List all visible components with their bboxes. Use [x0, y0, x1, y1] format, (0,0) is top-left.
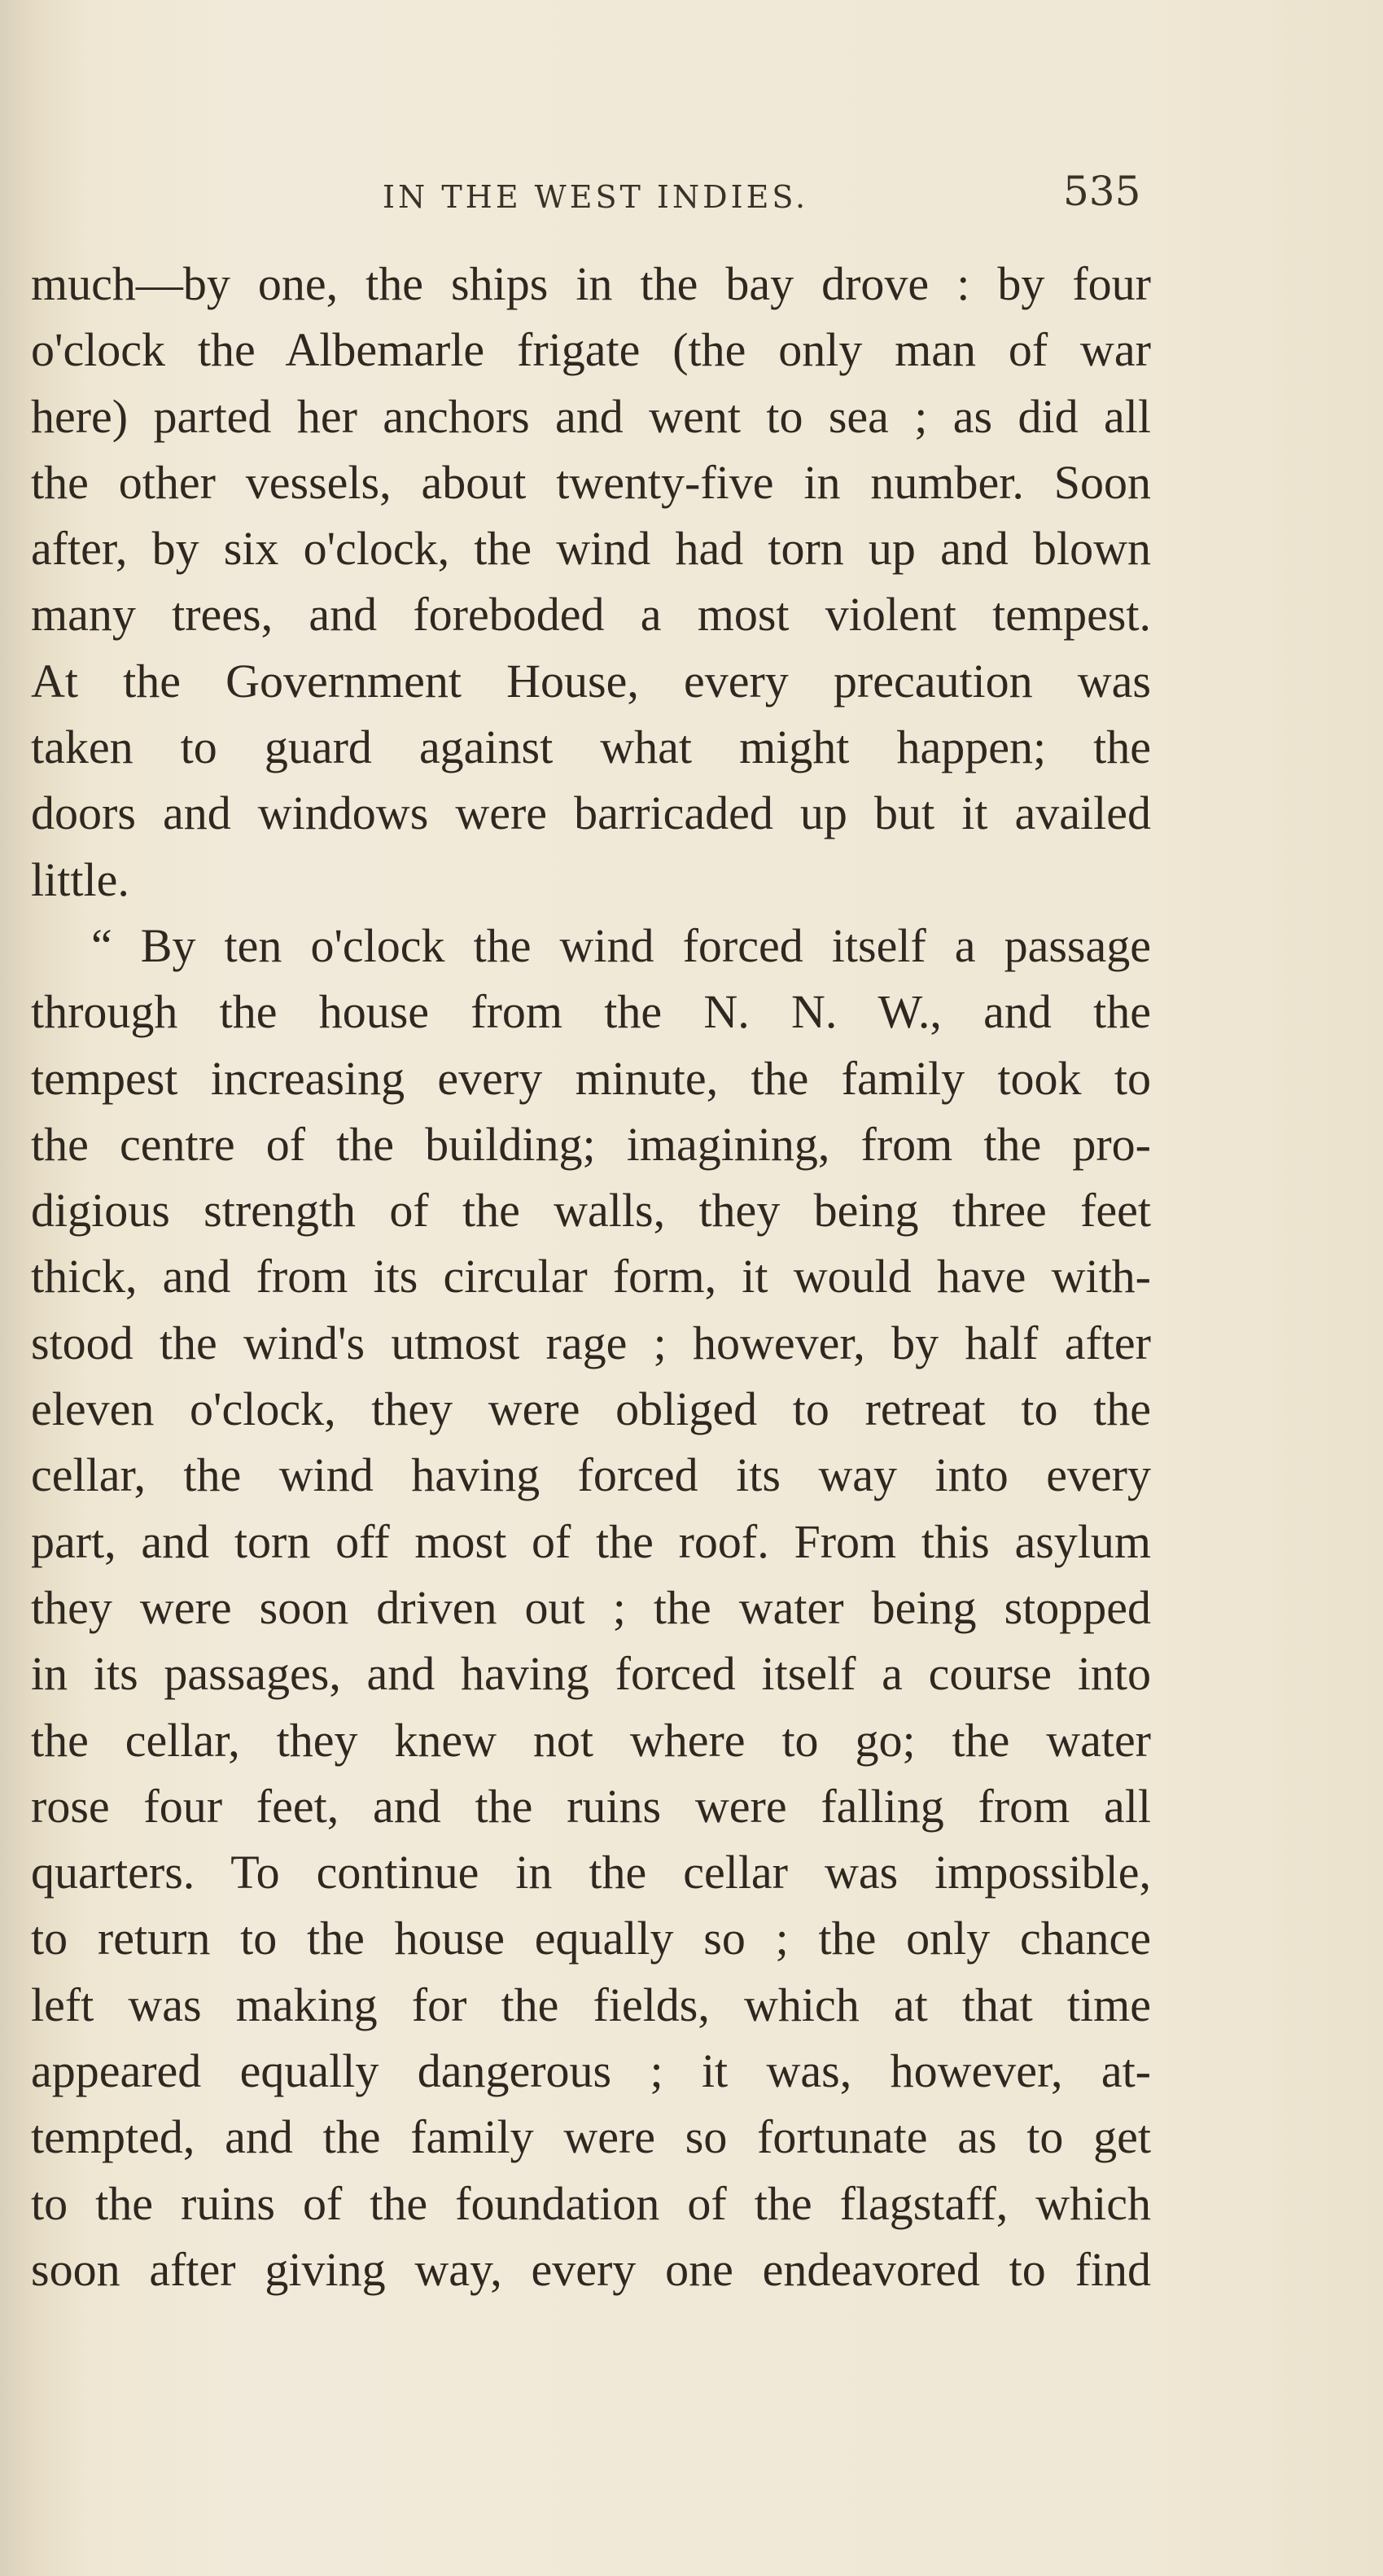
- text-line: to return to the house equally so ; the only chance: [31, 1912, 1151, 1965]
- running-head: IN THE WEST INDIES.: [383, 179, 809, 215]
- text-line: doors and windows were barricaded up but it availed: [31, 786, 1151, 840]
- text-line: here) parted her anchors and went to sea ; as did all: [31, 389, 1151, 443]
- text-line: At the Government House, every precaution was: [31, 654, 1151, 708]
- text-line: after, by six o'clock, the wind had torn up and blown: [31, 522, 1151, 576]
- text-line: they were soon driven out ; the water being stopped: [31, 1580, 1151, 1634]
- page-header: [0, 161, 1383, 226]
- text-line: rose four feet, and the ruins were falling from all: [31, 1779, 1151, 1833]
- page-number: 535: [1063, 168, 1141, 215]
- text-line: the other vessels, about twenty-five in number. Soon: [31, 455, 1151, 509]
- text-line: the cellar, they knew not where to go; the water: [31, 1713, 1151, 1767]
- text-line: the centre of the building; imagining, from the pro-: [31, 1117, 1151, 1171]
- text-line: in its passages, and having forced itself a course into: [31, 1647, 1151, 1701]
- text-line: digious strength of the walls, they being three feet: [31, 1184, 1151, 1238]
- text-line: little.: [31, 852, 129, 906]
- text-line: “ By ten o'clock the wind forced itself a passage: [91, 918, 1151, 972]
- text-line: part, and torn off most of the roof. From this asylum: [31, 1514, 1151, 1568]
- text-line: through the house from the N. N. W., and the: [31, 985, 1151, 1039]
- text-line: tempest increasing every minute, the family took to: [31, 1051, 1151, 1105]
- text-line: appeared equally dangerous ; it was, however, at-: [31, 2044, 1151, 2098]
- text-line: much—by one, the ships in the bay drove : by four: [31, 257, 1151, 310]
- text-line: o'clock the Albemarle frigate (the only man of war: [31, 323, 1151, 377]
- text-line: quarters. To continue in the cellar was impossible,: [31, 1846, 1151, 1899]
- text-line: taken to guard against what might happen; the: [31, 721, 1151, 774]
- text-line: tempted, and the family were so fortunate as to get: [31, 2110, 1151, 2164]
- text-line: soon after giving way, every one endeavored to find: [31, 2242, 1151, 2296]
- text-line: left was making for the fields, which at that time: [31, 1978, 1151, 2031]
- text-line: stood the wind's utmost rage ; however, by half after: [31, 1316, 1151, 1369]
- body-text: [31, 251, 1151, 2302]
- text-line: thick, and from its circular form, it would have with-: [31, 1250, 1151, 1303]
- text-line: to the ruins of the foundation of the flagstaff, which: [31, 2176, 1151, 2230]
- text-line: many trees, and foreboded a most violent tempest.: [31, 588, 1151, 642]
- text-line: cellar, the wind having forced its way into every: [31, 1448, 1151, 1502]
- text-line: eleven o'clock, they were obliged to retreat to the: [31, 1382, 1151, 1436]
